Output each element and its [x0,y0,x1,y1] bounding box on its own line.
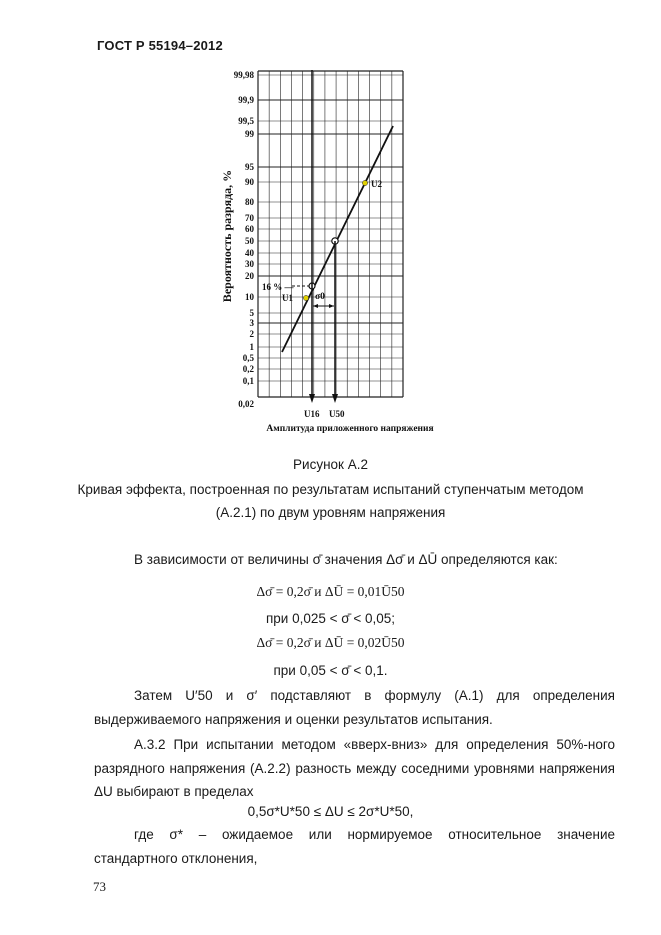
figure-title: Рисунок А.2 [293,457,368,472]
y-tick-label: 5 [249,308,254,318]
label-u16: U16 [304,409,320,419]
y-tick-labels [234,70,255,409]
y-tick-label: 30 [245,259,254,269]
x-axis-title: Амплитуда приложенного напряжения [266,424,434,434]
y-tick-label: 0,02 [238,399,254,409]
y-tick-label: 99,5 [238,116,254,126]
paragraph-then-line2: выдерживаемого напряжения и оценки результатов испытания. [94,712,493,727]
label-u50: U50 [329,409,345,419]
paragraph-a32-line1: А.3.2 При испытании методом «вверх-вниз» для определения 50%-ного [134,737,615,752]
y-tick-label: 60 [245,224,254,234]
y-tick-label: 20 [245,271,254,281]
y-tick-label: 70 [245,213,254,223]
y-tick-label: 1 [249,342,254,352]
figure-caption-line1: Кривая эффекта, построенная по результатам испытаний ступенчатым методом [77,482,584,497]
point-u1 [303,295,308,300]
formula-3: 0,5σ*U*50 ≤ ΔU ≤ 2σ*U*50, [247,804,414,819]
page-number: 73 [93,879,106,894]
condition-2: при 0,05 < σ̄ < 0,1. [273,663,388,678]
y-tick-label: 99 [245,129,254,139]
document-header: ГОСТ Р 55194–2012 [97,38,223,53]
y-tick-label: 3 [249,318,254,328]
y-tick-label: 10 [245,292,254,302]
u16-arrow-head [309,394,315,403]
y-tick-label: 99,98 [233,70,254,80]
label-u1: U1 [282,293,293,303]
condition-1: при 0,025 < σ̄ < 0,05; [265,611,396,626]
label-sigma0: σ0 [315,292,325,302]
y-axis-title: Вероятность разряда, % [220,169,234,303]
formula-2: Δσ̄ = 0,2σ̄ и ΔŪ = 0,02Ū50 [256,635,405,650]
y-tick-label: 90 [245,177,254,187]
y-tick-label: 95 [245,162,254,172]
y-tick-label: 80 [245,197,254,207]
y-tick-label: 0,2 [242,364,254,374]
formula-1: Δσ̄ = 0,2σ̄ и ΔŪ = 0,01Ū50 [256,584,405,599]
u50-arrow-head [332,394,338,403]
label-u2: U2 [371,179,382,189]
paragraph-then-line1: Затем U′50 и σ′ подставляют в формулу (А.1) для определения [134,688,615,703]
figure-caption-line2: (А.2.1) по двум уровням напряжения [215,505,446,520]
paragraph-a32-line2: разрядного напряжения (А.2.2) разность между соседними уровнями напряжения [94,761,615,776]
y-tick-label: 99,9 [238,95,254,105]
paragraph-where-line1: где σ* – ожидаемое или нормируемое относительное значение [134,827,615,842]
label-pct16: 16 % — [262,282,294,292]
y-tick-label: 50 [245,236,254,246]
paragraph-a32-line3: ΔU выбирают в пределах [94,784,254,799]
y-tick-label: 0,5 [242,353,254,363]
y-tick-label: 40 [245,248,254,258]
y-tick-label: 2 [249,329,254,339]
paragraph-where-line2: стандартного отклонения, [94,851,258,866]
sigma-arrow-right [329,304,334,308]
point-u2 [362,180,367,185]
probability-chart [0,0,661,460]
chart-grid [258,71,403,397]
y-tick-label: 0,1 [242,376,254,386]
paragraph-intro: В зависимости от величины σ̄ значения Δσ̄ и ΔŪ определяются как: [134,552,558,567]
